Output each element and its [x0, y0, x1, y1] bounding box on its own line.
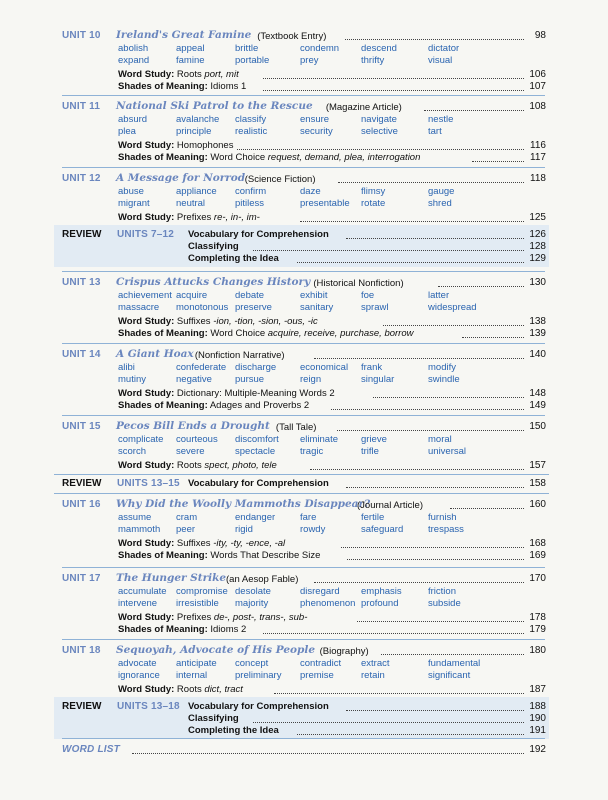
- dot-leader: [310, 469, 524, 470]
- dot-leader: [263, 633, 524, 634]
- vocab-word: scorch: [118, 446, 146, 457]
- study-label: Shades of Meaning:: [118, 400, 208, 411]
- vocab-word: dictator: [428, 43, 460, 54]
- study-line: [118, 140, 233, 151]
- vocab-word: eliminate: [300, 434, 339, 445]
- review-label: REVIEW: [62, 701, 102, 712]
- page-number: 191: [529, 725, 546, 736]
- vocab-word: friction: [428, 586, 456, 597]
- vocab-word: mammoth: [118, 524, 161, 535]
- vocab-word: achievement: [118, 290, 172, 301]
- vocab-word: selective: [361, 126, 398, 137]
- vocab-word: phenomenon: [300, 598, 356, 609]
- vocab-word: spectacle: [235, 446, 276, 457]
- study-label: Word Study:: [118, 538, 175, 549]
- page-number: 192: [529, 744, 546, 755]
- unit-number: UNIT 13: [62, 277, 101, 288]
- vocab-word: debate: [235, 290, 265, 301]
- vocab-word: rigid: [235, 524, 253, 535]
- study-examples: spect, photo, tele: [204, 460, 277, 471]
- vocab-word: grieve: [361, 434, 387, 445]
- vocab-word: mutiny: [118, 374, 146, 385]
- page-number: 140: [529, 349, 546, 360]
- page-number: 148: [529, 388, 546, 399]
- vocab-word: classify: [235, 114, 267, 125]
- vocab-word: widespread: [428, 302, 477, 313]
- vocab-word: massacre: [118, 302, 160, 313]
- vocab-word: severe: [176, 446, 205, 457]
- vocab-word: realistic: [235, 126, 268, 137]
- vocab-word: appliance: [176, 186, 217, 197]
- review-item: Vocabulary for Comprehension: [188, 478, 329, 489]
- vocab-word: ignorance: [118, 670, 160, 681]
- dot-leader: [263, 78, 524, 79]
- vocab-word: latter: [428, 290, 450, 301]
- section-divider: [62, 271, 545, 272]
- vocab-word: anticipate: [176, 658, 217, 669]
- study-line: [118, 152, 420, 163]
- dot-leader: [337, 430, 524, 431]
- study-label: Word Study:: [118, 316, 175, 327]
- vocab-word: extract: [361, 658, 390, 669]
- study-topic: Idioms 2: [207, 624, 247, 635]
- study-line: [118, 612, 307, 623]
- vocab-word: nestle: [428, 114, 454, 125]
- study-label: Word Study:: [118, 684, 175, 695]
- vocab-word: fare: [300, 512, 317, 523]
- section-divider: [62, 167, 545, 168]
- page-number: 169: [529, 550, 546, 561]
- unit-number: UNIT 17: [62, 573, 101, 584]
- review-item: Completing the Idea: [188, 253, 279, 264]
- page-number: 190: [529, 713, 546, 724]
- unit-title: Sequoyah, Advocate of His People: [116, 644, 316, 656]
- vocab-word: presentable: [300, 198, 350, 209]
- vocab-word: preserve: [235, 302, 272, 313]
- unit-title: A Message for Norrod: [116, 172, 246, 184]
- study-examples: request, demand, plea, interrogation: [267, 152, 421, 163]
- unit-number: UNIT 10: [62, 30, 101, 41]
- study-label: Shades of Meaning:: [118, 550, 208, 561]
- vocab-word: premise: [300, 670, 334, 681]
- unit-number: UNIT 14: [62, 349, 101, 360]
- study-line: [118, 684, 243, 695]
- unit-genre: (Magazine Article): [325, 102, 402, 113]
- vocab-word: sprawl: [361, 302, 389, 313]
- vocab-word: alibi: [118, 362, 135, 373]
- study-line: [118, 212, 260, 223]
- dot-leader: [263, 90, 524, 91]
- vocab-word: ensure: [300, 114, 330, 125]
- section-divider: [62, 95, 545, 96]
- vocab-word: flimsy: [361, 186, 386, 197]
- page-number: 129: [529, 253, 546, 264]
- study-label: Word Study:: [118, 388, 175, 399]
- vocab-word: pursue: [235, 374, 265, 385]
- vocab-word: economical: [300, 362, 349, 373]
- vocab-word: sanitary: [300, 302, 334, 313]
- study-examples: de-, post-, trans-, sub-: [213, 612, 308, 623]
- vocab-word: absurd: [118, 114, 148, 125]
- study-topic: Roots: [174, 684, 205, 695]
- vocab-word: peer: [176, 524, 196, 535]
- vocab-word: visual: [428, 55, 453, 66]
- study-topic: Prefixes: [174, 212, 214, 223]
- unit-title: Why Did the Woolly Mammoths Disappear?: [116, 498, 371, 510]
- vocab-word: singular: [361, 374, 395, 385]
- dot-leader: [381, 654, 524, 655]
- vocab-word: courteous: [176, 434, 218, 445]
- study-line: [118, 550, 320, 561]
- vocab-word: cram: [176, 512, 198, 523]
- unit-title: National Ski Patrol to the Rescue: [116, 100, 313, 112]
- vocab-word: furnish: [428, 512, 457, 523]
- dot-leader: [346, 487, 524, 488]
- vocab-word: avalanche: [176, 114, 220, 125]
- vocab-word: plea: [118, 126, 136, 137]
- vocab-word: universal: [428, 446, 467, 457]
- page-number: 117: [530, 152, 546, 163]
- vocab-word: descend: [361, 43, 397, 54]
- study-label: Shades of Meaning:: [118, 152, 208, 163]
- page-number: 106: [529, 69, 546, 80]
- review-label: REVIEW: [62, 478, 102, 489]
- review-item: Vocabulary for Comprehension: [188, 229, 329, 240]
- study-label: Shades of Meaning:: [118, 624, 208, 635]
- dot-leader: [438, 286, 524, 287]
- vocab-word: moral: [428, 434, 452, 445]
- dot-leader: [274, 693, 524, 694]
- study-examples: -ion, -tion, -sion, -ous, -ic: [213, 316, 318, 327]
- dot-leader: [383, 325, 524, 326]
- vocab-word: safeguard: [361, 524, 404, 535]
- study-line: [118, 624, 246, 635]
- vocab-word: appeal: [176, 43, 205, 54]
- vocab-word: fertile: [361, 512, 385, 523]
- vocab-word: reign: [300, 374, 322, 385]
- unit-genre: (Science Fiction): [244, 174, 316, 185]
- vocab-word: acquire: [176, 290, 208, 301]
- study-topic: Suffixes: [174, 538, 214, 549]
- unit-title: A Giant Hoax: [116, 348, 194, 360]
- page-number: 125: [529, 212, 546, 223]
- vocab-word: shred: [428, 198, 452, 209]
- vocab-word: internal: [176, 670, 208, 681]
- dot-leader: [357, 621, 524, 622]
- study-line: [118, 81, 246, 92]
- page-number: 116: [530, 140, 546, 151]
- vocab-word: brittle: [235, 43, 259, 54]
- page-number: 118: [530, 173, 546, 184]
- vocab-word: tragic: [300, 446, 324, 457]
- page-number: 150: [529, 421, 546, 432]
- vocab-word: monotonous: [176, 302, 229, 313]
- review-item: Classifying: [188, 713, 239, 724]
- page-number: 108: [529, 101, 546, 112]
- review-units: UNITS 13–18: [117, 701, 180, 712]
- page-number: 168: [529, 538, 546, 549]
- vocab-word: discomfort: [235, 434, 279, 445]
- study-line: [118, 328, 414, 339]
- dot-leader: [314, 582, 524, 583]
- study-topic: Suffixes: [174, 316, 214, 327]
- unit-number: UNIT 11: [62, 101, 101, 112]
- page-number: 130: [529, 277, 546, 288]
- vocab-word: contradict: [300, 658, 342, 669]
- vocab-word: modify: [428, 362, 456, 373]
- dot-leader: [472, 161, 524, 162]
- page-number: 128: [529, 241, 546, 252]
- vocab-word: desolate: [235, 586, 271, 597]
- unit-genre: (Journal Article): [357, 500, 423, 511]
- vocab-word: assume: [118, 512, 152, 523]
- study-label: Shades of Meaning:: [118, 328, 208, 339]
- vocab-word: emphasis: [361, 586, 402, 597]
- study-examples: dict, tract: [204, 684, 243, 695]
- vocab-word: migrant: [118, 198, 150, 209]
- page-number: 160: [529, 499, 546, 510]
- page-number: 158: [529, 478, 546, 489]
- dot-leader: [253, 722, 525, 723]
- vocab-word: expand: [118, 55, 150, 66]
- page-number: 138: [529, 316, 546, 327]
- page-number: 188: [529, 701, 546, 712]
- vocab-word: intervene: [118, 598, 158, 609]
- vocab-word: endanger: [235, 512, 276, 523]
- unit-title: Crispus Attucks Changes History: [116, 276, 311, 288]
- study-line: [118, 400, 309, 411]
- vocab-word: pitiless: [235, 198, 265, 209]
- vocab-word: negative: [176, 374, 212, 385]
- study-label: Word Study:: [118, 460, 175, 471]
- vocab-word: confirm: [235, 186, 267, 197]
- unit-genre: (Biography): [319, 646, 369, 657]
- vocab-word: abolish: [118, 43, 149, 54]
- dot-leader: [346, 238, 524, 239]
- study-topic: Word Choice: [207, 152, 268, 163]
- page-number: 126: [529, 229, 546, 240]
- vocab-word: trespass: [428, 524, 464, 535]
- study-label: Shades of Meaning:: [118, 81, 208, 92]
- page-number: 98: [534, 30, 546, 41]
- review-label: REVIEW: [62, 229, 102, 240]
- vocab-word: principle: [176, 126, 212, 137]
- vocab-word: profound: [361, 598, 399, 609]
- dot-leader: [237, 149, 524, 150]
- review-item: Classifying: [188, 241, 239, 252]
- page-number: 180: [529, 645, 546, 656]
- study-topic: Words That Describe Size: [207, 550, 321, 561]
- page-number: 149: [529, 400, 546, 411]
- section-divider: [62, 639, 545, 640]
- vocab-word: security: [300, 126, 333, 137]
- dot-leader: [314, 358, 524, 359]
- dot-leader: [450, 508, 524, 509]
- vocab-word: retain: [361, 670, 385, 681]
- vocab-word: majority: [235, 598, 269, 609]
- review-units: UNITS 7–12: [117, 229, 175, 240]
- unit-genre: (Tall Tale): [275, 422, 317, 433]
- section-divider: [62, 343, 545, 344]
- review-item: Completing the Idea: [188, 725, 279, 736]
- vocab-word: preliminary: [235, 670, 282, 681]
- vocab-word: compromise: [176, 586, 228, 597]
- vocab-word: complicate: [118, 434, 164, 445]
- vocab-word: disregard: [300, 586, 340, 597]
- page-number: 179: [529, 624, 546, 635]
- vocab-word: trifle: [361, 446, 379, 457]
- study-topic: Roots: [174, 460, 205, 471]
- review-item: Vocabulary for Comprehension: [188, 701, 329, 712]
- study-examples: acquire, receive, purchase, borrow: [267, 328, 414, 339]
- unit-title: Pecos Bill Ends a Drought: [116, 420, 270, 432]
- vocab-word: prey: [300, 55, 319, 66]
- study-topic: Prefixes: [174, 612, 214, 623]
- dot-leader: [373, 397, 524, 398]
- vocab-word: famine: [176, 55, 205, 66]
- vocab-word: rowdy: [300, 524, 326, 535]
- study-examples: -ity, -ty, -ence, -al: [213, 538, 286, 549]
- dot-leader: [424, 110, 524, 111]
- vocab-word: foe: [361, 290, 375, 301]
- vocab-word: exhibit: [300, 290, 328, 301]
- study-label: Word Study:: [118, 612, 175, 623]
- word-list-label: WORD LIST: [62, 744, 120, 755]
- vocab-word: advocate: [118, 658, 157, 669]
- vocab-word: thrifty: [361, 55, 385, 66]
- page-number: 107: [529, 81, 546, 92]
- dot-leader: [300, 221, 524, 222]
- vocab-word: irresistible: [176, 598, 219, 609]
- page-number: 170: [529, 573, 546, 584]
- dot-leader: [338, 182, 524, 183]
- dot-leader: [346, 710, 524, 711]
- study-topic: Word Choice: [207, 328, 268, 339]
- vocab-word: concept: [235, 658, 269, 669]
- vocab-word: abuse: [118, 186, 144, 197]
- section-divider: [62, 567, 545, 568]
- study-topic: Roots: [174, 69, 205, 80]
- page-number: 178: [529, 612, 546, 623]
- unit-genre: (Nonfiction Narrative): [194, 350, 285, 361]
- vocab-word: gauge: [428, 186, 455, 197]
- study-line: [118, 316, 318, 327]
- dot-leader: [341, 547, 524, 548]
- dot-leader: [297, 734, 525, 735]
- page-number: 157: [529, 460, 546, 471]
- vocab-word: daze: [300, 186, 321, 197]
- vocab-word: subside: [428, 598, 461, 609]
- study-label: Word Study:: [118, 140, 175, 151]
- study-topic: Homophones: [174, 140, 234, 151]
- section-divider: [62, 415, 545, 416]
- study-line: [118, 69, 239, 80]
- unit-number: UNIT 18: [62, 645, 101, 656]
- vocab-word: accumulate: [118, 586, 167, 597]
- section-divider: [62, 738, 545, 739]
- review-units: UNITS 13–15: [117, 478, 180, 489]
- study-label: Word Study:: [118, 69, 175, 80]
- vocab-word: rotate: [361, 198, 386, 209]
- study-examples: re-, in-, im-: [213, 212, 260, 223]
- vocab-word: navigate: [361, 114, 397, 125]
- vocab-word: neutral: [176, 198, 206, 209]
- study-topic: Adages and Proverbs 2: [207, 400, 310, 411]
- unit-title: Ireland's Great Famine: [116, 29, 252, 41]
- unit-number: UNIT 15: [62, 421, 101, 432]
- dot-leader: [347, 559, 524, 560]
- study-topic: Dictionary: Multiple-Meaning Words 2: [174, 388, 335, 399]
- unit-number: UNIT 12: [62, 173, 101, 184]
- dot-leader: [331, 409, 524, 410]
- dot-leader: [253, 250, 525, 251]
- study-line: [118, 538, 285, 549]
- vocab-word: fundamental: [428, 658, 481, 669]
- dot-leader: [345, 39, 524, 40]
- vocab-word: condemn: [300, 43, 340, 54]
- vocab-word: confederate: [176, 362, 227, 373]
- page-number: 187: [529, 684, 546, 695]
- study-examples: port, mit: [204, 69, 239, 80]
- study-label: Word Study:: [118, 212, 175, 223]
- unit-genre: (an Aesop Fable): [226, 574, 299, 585]
- vocab-word: swindle: [428, 374, 460, 385]
- vocab-word: tart: [428, 126, 442, 137]
- dot-leader: [462, 337, 524, 338]
- page-number: 139: [529, 328, 546, 339]
- dot-leader: [132, 753, 524, 754]
- unit-number: UNIT 16: [62, 499, 101, 510]
- vocab-word: portable: [235, 55, 270, 66]
- study-line: [118, 388, 335, 399]
- study-topic: Idioms 1: [207, 81, 247, 92]
- unit-genre: (Textbook Entry): [257, 31, 327, 42]
- vocab-word: frank: [361, 362, 383, 373]
- unit-title: The Hunger Strike: [116, 572, 227, 584]
- vocab-word: discharge: [235, 362, 277, 373]
- unit-genre: (Historical Nonfiction): [313, 278, 404, 289]
- study-line: [118, 460, 277, 471]
- dot-leader: [297, 262, 525, 263]
- vocab-word: significant: [428, 670, 471, 681]
